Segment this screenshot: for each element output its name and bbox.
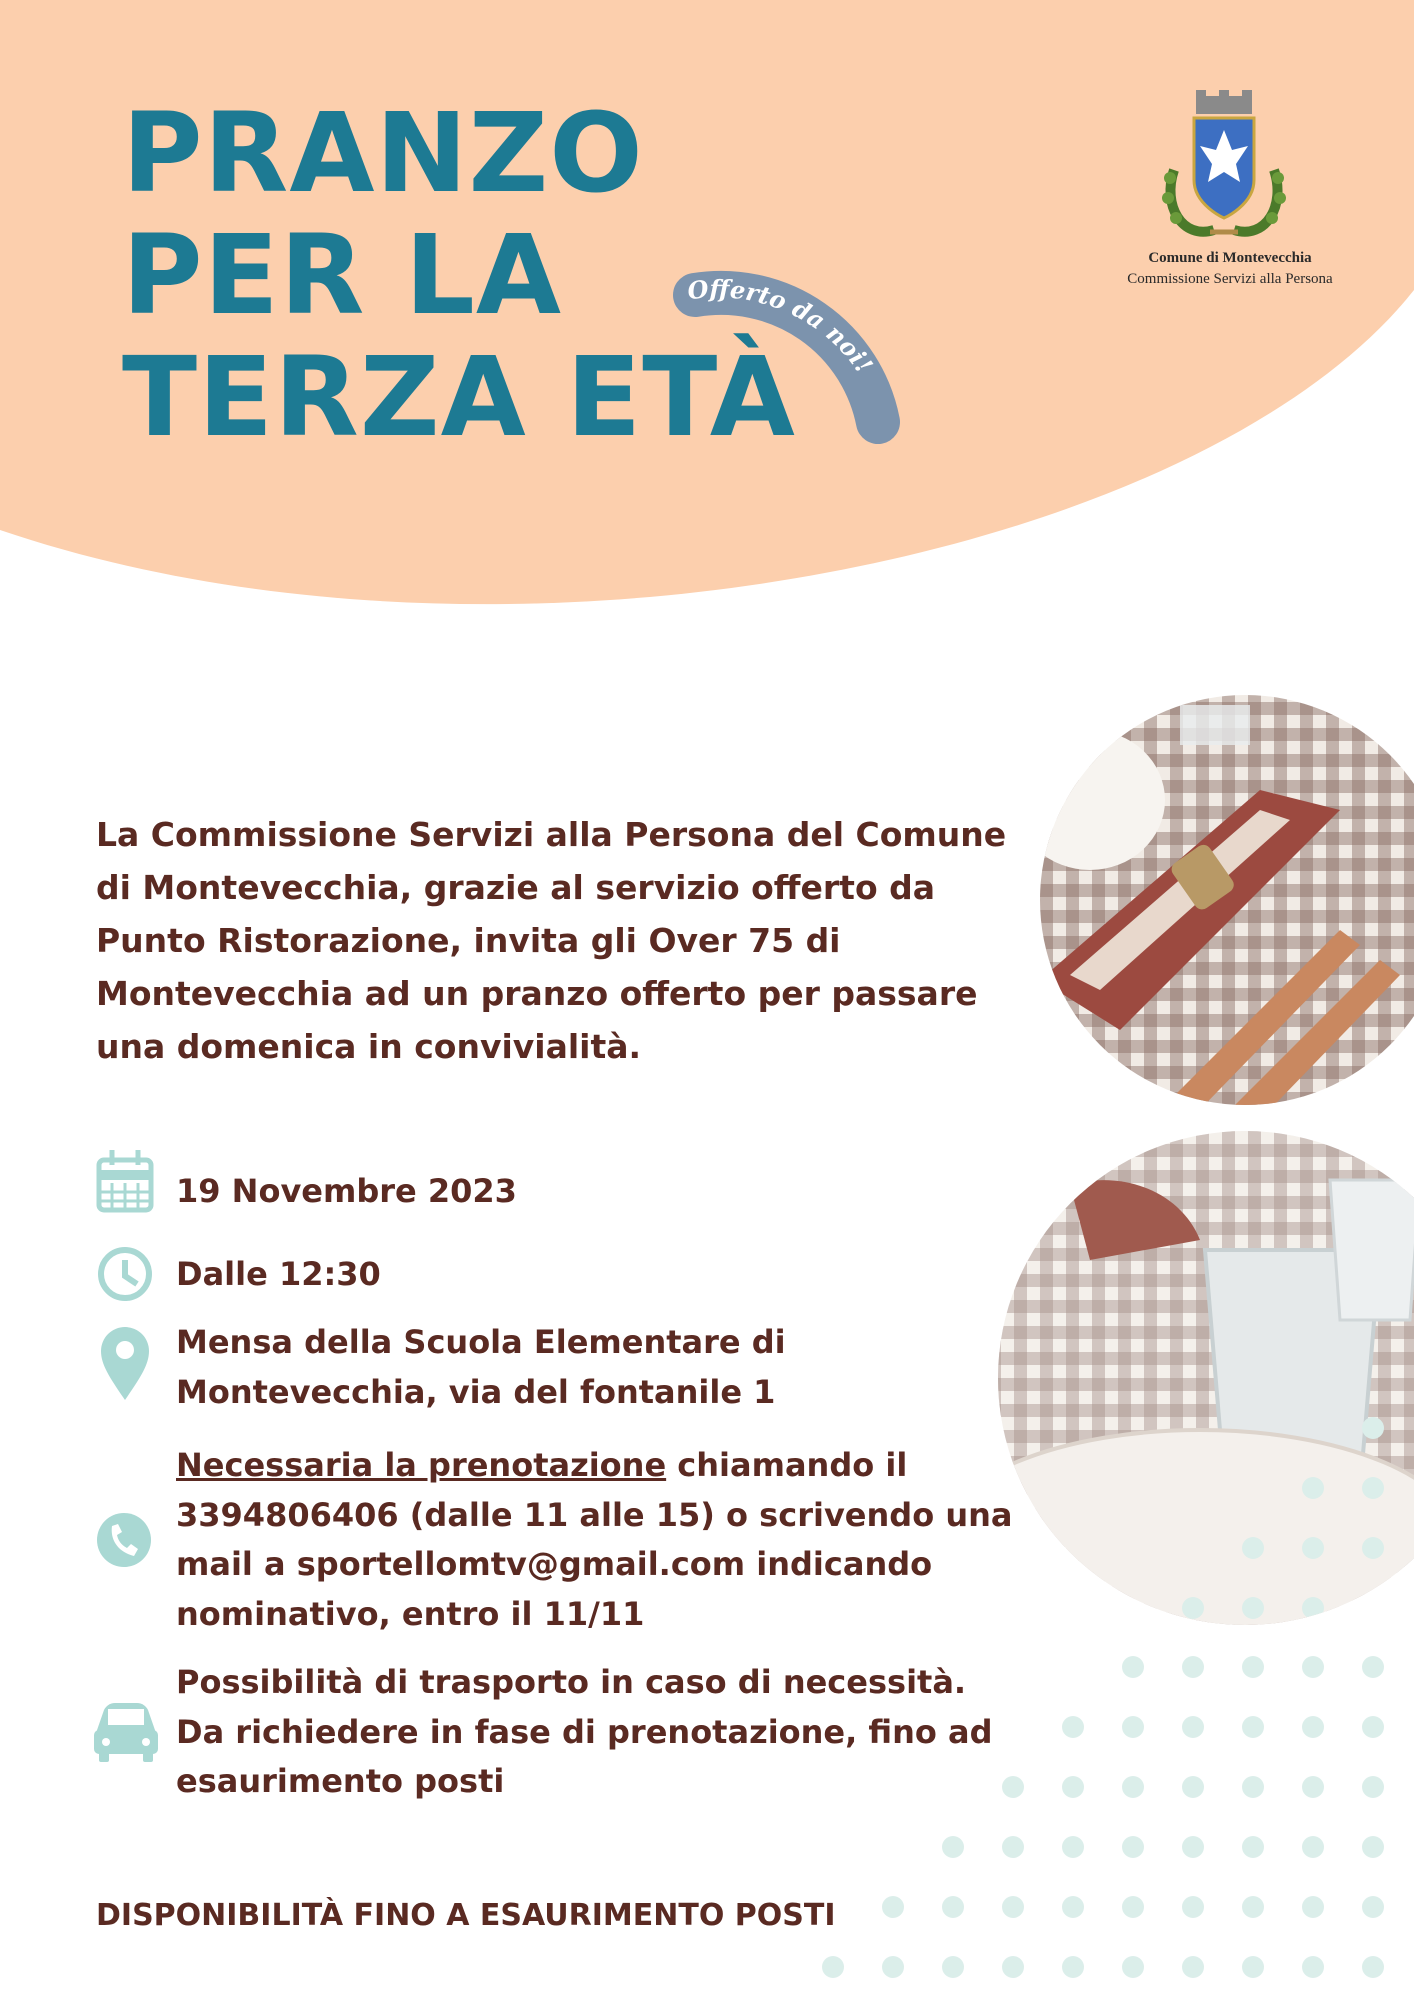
decor-dot [1002, 1836, 1024, 1858]
decor-dot [1362, 1716, 1384, 1738]
title-line-2: PER LA [122, 211, 562, 339]
decor-dot [1062, 1716, 1084, 1738]
decor-dot [822, 1956, 844, 1978]
decor-dot [1182, 1776, 1204, 1798]
decor-dot [1362, 1896, 1384, 1918]
page-title [122, 89, 796, 461]
decor-dot [1242, 1956, 1264, 1978]
decor-dot [1302, 1776, 1324, 1798]
location-pin-icon-shape [101, 1327, 149, 1400]
decor-dot [942, 1896, 964, 1918]
decor-dot [1002, 1896, 1024, 1918]
decor-dot [1362, 1776, 1384, 1798]
calendar-icon-shape [99, 1150, 151, 1210]
decor-dot [1122, 1896, 1144, 1918]
booking-details: chiamando il 3394806406 (dalle 11 alle 15) o scrivendo una mail a sportellomtv@gmail.com indicando nominativo, entro il 11/11 [176, 1446, 1013, 1633]
decor-dot [1362, 1836, 1384, 1858]
decor-dot [1302, 1836, 1324, 1858]
decor-dot [1182, 1896, 1204, 1918]
availability-notice: DISPONIBILITÀ FINO A ESAURIMENTO POSTI [96, 1898, 836, 1933]
decor-dot [1062, 1896, 1084, 1918]
decor-dot [1062, 1776, 1084, 1798]
title-line-1: PRANZO [122, 89, 644, 217]
decor-dot [1002, 1956, 1024, 1978]
decor-dot [1302, 1716, 1324, 1738]
decor-dot [1062, 1956, 1084, 1978]
decor-dot [1122, 1656, 1144, 1678]
event-booking [176, 1441, 1016, 1639]
booking-required-link[interactable]: Necessaria la prenotazione [176, 1446, 667, 1484]
event-location: Mensa della Scuola Elementare di Montevecchia, via del fontanile 1 [176, 1323, 786, 1411]
phone-icon-shape [97, 1513, 151, 1567]
decor-dot [1122, 1836, 1144, 1858]
decor-dot [1362, 1656, 1384, 1678]
decor-dot [942, 1836, 964, 1858]
title-line-3: TERZA ETÀ [122, 333, 796, 461]
department-name: Commissione Servizi alla Persona [1127, 271, 1333, 287]
decor-dot [1362, 1956, 1384, 1978]
logo-caption [1060, 248, 1400, 290]
decor-dot [1122, 1956, 1144, 1978]
decor-dot [1182, 1716, 1204, 1738]
decor-dot [1302, 1896, 1324, 1918]
decor-dot [1182, 1836, 1204, 1858]
decor-dot [1302, 1956, 1324, 1978]
event-date: 19 Novembre 2023 [176, 1172, 517, 1210]
event-time: Dalle 12:30 [176, 1255, 381, 1293]
decor-dot [1182, 1656, 1204, 1678]
decor-dot [882, 1896, 904, 1918]
decor-dot [1182, 1956, 1204, 1978]
decor-dot [1242, 1896, 1264, 1918]
decor-dot [1242, 1716, 1264, 1738]
photo-napkin-cutlery [1015, 690, 1414, 1125]
decor-dot [1242, 1656, 1264, 1678]
offer-badge-text: Offerto da noi! [686, 274, 879, 379]
clock-icon-shape [101, 1250, 149, 1298]
decor-dot [1242, 1836, 1264, 1858]
decor-dot [1302, 1656, 1324, 1678]
decor-dot [1122, 1716, 1144, 1738]
organization-name: Comune di Montevecchia [1148, 250, 1312, 266]
decor-dot [1062, 1836, 1084, 1858]
decor-dot [1242, 1776, 1264, 1798]
decor-dot [882, 1956, 904, 1978]
car-icon-shape [94, 1703, 158, 1762]
decor-dot [1122, 1776, 1144, 1798]
event-transport: Possibilità di trasporto in caso di necessità. Da richiedere in fase di prenotazione, fino ad esaurimento posti [176, 1663, 993, 1800]
intro-paragraph: La Commissione Servizi alla Persona del Comune di Montevecchia, grazie al servizio offerto da Punto Ristorazione, invita gli Over 75 di Montevecchia ad un pranzo offerto per passare una domenica in convivialità. [96, 815, 1007, 1066]
decor-dot [942, 1956, 964, 1978]
